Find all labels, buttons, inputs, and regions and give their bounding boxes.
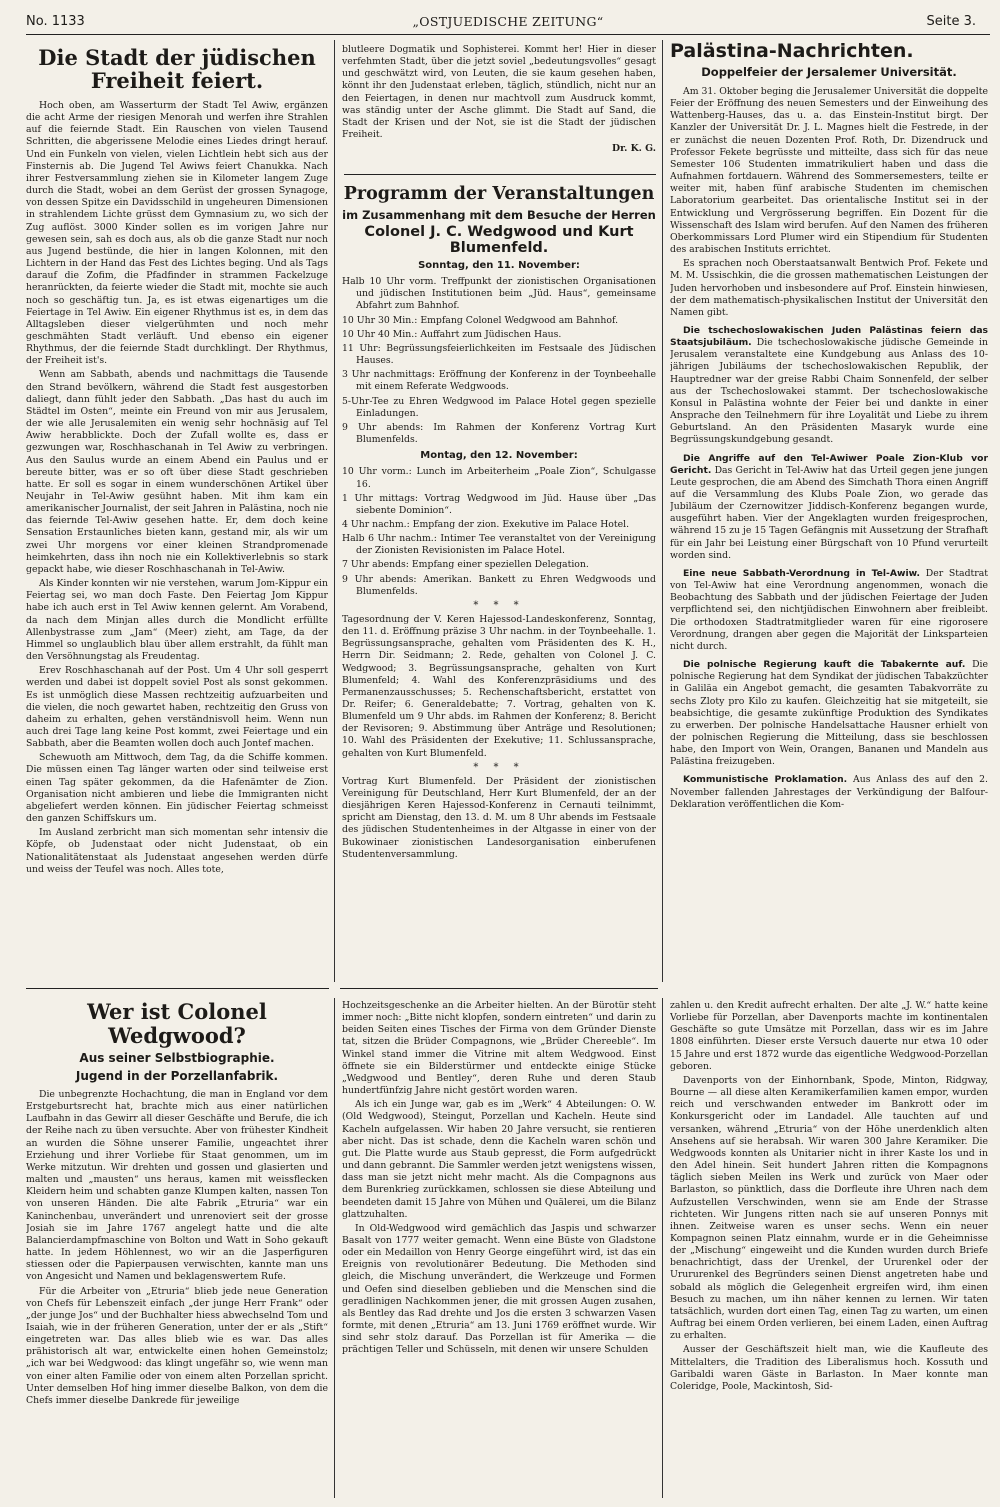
event-item: 10 Uhr 40 Min.: Auffahrt zum Jüdischen Haus. [342, 328, 562, 340]
column-rule [662, 40, 663, 982]
palaestina-subtitle: Doppelfeier der Jersalemer Universität. [701, 65, 957, 79]
event-item: 9 Uhr abends: Amerikan. Bankett zu Ehren Wedgwoods und Blumenfelds. [342, 573, 656, 597]
author-signature: Dr. K. G. [612, 143, 656, 155]
article-paragraph: blutleere Dogmatik und Sophisterei. Kommt her! Hier in dieser verfehmten Stadt, über die jetzt soviel „bedeutungsvolles“ gesagt und geschwätzt wird, von Leuten, die sie kaum gesehen haben, könnt ihr den Judenstaat erleben, täglich, stündlich, nicht nur an den Feiertagen, in denen nur machtvoll zum Ausdruck kommt, was ständig unter der Asche glimmt. Die Stadt auf Sand, die Stadt der Krisen und der Not, sie ist die Stadt der jüdischen Freiheit. [342, 44, 656, 141]
news-item-text: Das Gericht in Tel-Awiw hat das Urteil gegen jene jungen Leute gesprochen, die am Abend des Simchath Thora einen Angriff auf die Versammlung des Klubs Poale Zion, wo gerade das Jubiläum der Czernowitzer Jiddisch-Konferenz begangen wurde, ausgeführt haben. Vier der Angeklagten wurden freigesprochen, während 15 zu je 15 Tagen Gefängnis mit Aussetzung der Strafhaft für ein Jahr bei Leistung einer Bürgschaft von 10 Pfund verurteilt worden sind. [670, 464, 988, 561]
wedgwood-title: Wer ist Colonel Wedgwood? [87, 1000, 267, 1048]
column-rule [334, 40, 335, 982]
article-paragraph: Die unbegrenzte Hochachtung, die man in England vor dem Erstgeburtsrecht hat, brachte mich aus einer natürlichen Laufbahn in das Gewirr all dieser Geschäfte und Berufe, die ich der Reihe nach zu üben versuchte. Aber von frühester Kindheit an wurden die Söhne unserer Familie, ungeachtet ihrer Erziehung und ihrer Vorliebe für Staat genommen, um im Werke mitzutun. Wir drehten und gossen und glasierten und malten und „mausten“ uns heraus, kamen mit weissflecken Kleidern heim und schabten ganze Klumpen kalten, nassen Ton von unseren Händen. Die alte Fabrik „Etruria“ war ein Kaninchenbau, unverändert und unrenoviert seit der grosse Josiah sie im Jahre 1767 angelegt hatte und die alte Balancierdampfmaschine von Bolton und Watt in Soho gekauft hatte. In jedem Höhlennest, wo wir an die Jasperfiguren stiessen oder die Papierpausen verwischten, kannte man uns von Angesicht und Namen und beklagenswertem Rufe. [26, 1089, 328, 1283]
article-paragraph: Schewuoth am Mittwoch, dem Tag, da die Schiffe kommen. Die müssen einen Tag länger warten oder sind teilweise erst einen Tag später gekommen, da die Hafenämter de Zion. Organisation nicht ambieren und liebe die Immigranten nicht abgeliefert werden können. Ein jüdischer Feiertag schmeisst den ganzen Schiffskurs um. [26, 752, 328, 825]
news-item-text: Die tschechoslowakische jüdische Gemeinde in Jerusalem veranstaltete eine Kundgebung aus Anlass des 10-jährigen Jubiläums der tschechoslowakischen Republik, der Hauptredner war der greise Rabbi Chaim Sonnenfeld, der selber aus der Tschechoslowakei stammt. Der tschechoslowakische Konsul in Palästina wohnte der Feier bei und dankte in einer Ansprache den Teilnehmern für ihre Loyalität und Liebe zu ihrem Geburtsland. An den Präsidenten Masaryk wurde eine Begrüssungskundgebung gesandt. [670, 337, 988, 446]
vortrag-paragraph: Vortrag Kurt Blumenfeld. Der Präsident der zionistischen Vereinigung für Deutschland, Herr Kurt Blumenfeld, der an der diesjährigen Keren Hajessod-Konferenz in Cernauti teilnimmt, spricht am Dienstag, den 13. d. M. um 8 Uhr abends im Festsaale des jüdischen Studentenheimes in der Altgasse in einer von der Bukowinaer zionistischen Landesorganisation einberufenen Studentenversammlung. [342, 775, 656, 860]
news-item [670, 774, 988, 810]
event-item: Halb 10 Uhr vorm. Treffpunkt der zionistischen Organisationen und jüdischen Institutionen beim „Jüd. Haus“, gemeinsame Abfahrt zum Bahnhof. [342, 276, 656, 312]
page-header [26, 10, 990, 36]
news-item [670, 568, 988, 653]
event-item: 3 Uhr nachmittags: Eröffnung der Konferenz in der Toynbeehalle mit einem Referate Wedgwoods. [342, 369, 656, 393]
article-paragraph: zahlen u. den Kredit aufrecht erhalten. Der alte „J. W.“ hatte keine Vorliebe für Porzellan, aber Davenports machte im kontinentalen Geschäfte so gute Umsätze mit Porzellan, dass wir es im Jahre 1808 einführten. Dieser erste Versuch dauerte nur etwa 10 oder 15 Jahre und erst 1872 wurde das eigentliche Wedgwood-Porzellan geboren. [670, 1000, 988, 1072]
news-item-heading: Die tschechoslowakischen Juden Palästinas feiern das Staatsjubiläum. [670, 324, 988, 349]
article-paragraph: Erev Roschhaschanah auf der Post. Um 4 Uhr soll gesperrt werden und dabei ist doppelt soviel Post als sonst gekommen. Es ist unmöglich diese Massen rechtzeitig aufzuarbeiten und die vielen, die noch gewartet haben, rechtzeitig den Gruss von daheim zu erhalten, gehen verständnisvoll heim. Wenn nun auch drei Tage lang keine Post kommt, zwei Feiertage und ein Sabbath, aber die Beamten wollen doch auch Jontef machen. [26, 665, 328, 750]
column-rule [334, 998, 335, 1498]
programm-names: Colonel J. C. Wedgwood und Kurt Blumenfeld. [364, 224, 634, 256]
news-item-text: Die polnische Regierung hat dem Syndikat der jüdischen Tabakzüchter in Galiläa ein Angebot gemacht, die gesamten Tabakvorräte zu sechs Zloty pro Kilo zu kaufen. Gleichzeitig hat sie mitgeteilt, sie beabsichtige, die gesamte zukünftige Produktion des Syndikates zu erwerben. Der polnische Handelsattache Hausner erhielt von der polnischen Regierung die Mitteilung, dass sie beschlossen habe, den Import von Wein, Orangen, Bananen und Mandeln aus Palästina freizugeben. [670, 659, 988, 768]
article-programm [342, 178, 656, 984]
news-item-heading: Die Angriffe auf den Tel-Awiwer Poale Zion-Klub vor Gericht. [670, 452, 988, 476]
article-paragraph: Es sprachen noch Oberstaatsanwalt Bentwich Prof. Fekete und M. M. Ussischkin, die die grossen mathematischen Leistungen der Juden hervorhoben und insbesondere auf Prof. Einstein hinwiesen, der dem mathematisch-physikalischen Institut der Universität den Namen gibt. [670, 258, 988, 318]
article-stadt-title: Die Stadt der jüdischen Freiheit feiert. [38, 45, 316, 93]
programm-subtitle: im Zusammenhang mit dem Besuche der Herren [342, 208, 656, 222]
section-rule [26, 988, 329, 989]
news-item [670, 453, 988, 562]
article-paragraph: Hochzeitsgeschenke an die Arbeiter hielten. An der Bürotür steht immer noch: „Bitte nicht klopfen, sondern eintreten“ und darin zu beiden Seiten eines Tisches der Firma von dem Gründer Dienste tat, sitzen die Brüder Compagnons, wie „Brüder Chereeble“. Im Winkel stand immer die Vitrine mit altem Wedgwood. Einst öffnete sie ein Bilderstürmer und entdeckte einige Stücke „Wedgwood und Bentley“, deren Ruhe und deren Staub hundertfünfzig Jahre nicht gestört worden waren. [342, 1000, 656, 1097]
header-rule [26, 34, 990, 35]
article-paragraph: In Old-Wedgwood wird gemächlich das Jaspis und schwarzer Basalt von 1777 weiter gemacht. Wenn eine Büste von Gladstone oder ein Medaillon von Henry George eingeführt wird, ist das ein Ereignis von revolutionärer Bedeutung. Die Methoden sind gleich, die Mischung unverändert, die Werkzeuge und Formen und Oefen sind dieselben geblieben und die Menschen sind die geradlinigen Nachkommen jener, die mit grossen Augen zusahen, als Bentley das Rad drehte und Jos die ersten 3 schwarzen Vasen formte, mit denen „Etruria“ am 13. Juni 1769 eröffnet wurde. Wir sind sehr stolz darauf. Das Porzellan ist für Amerika — die prächtigen Teller und Schüsseln, mit denen wir unsere Schulden [342, 1222, 656, 1356]
programm-title: Programm der Veranstaltungen [343, 184, 655, 204]
article-palaestina [670, 40, 988, 986]
article-paragraph: Wenn am Sabbath, abends und nachmittags die Tausende den Strand bevölkern, während die Stadt fest ausgestorben daliegt, dann fühlt jeder den Sabbath. „Das hast du auch im Städtel im Osten“, meinte ein Freund von mir aus Jerusalem, der wie alle Jerusalemiten ein wenig sehr hochnäsig auf Tel Awiw herabblickte. Doch der Zufall wollte es, dass er gezwungen war, Roschhaschanah in Tel Awiw zu verbringen. Aus den Saulus wurde an einem Abend ein Paulus und er bereute bitter, was er so oft über diese Stadt geschrieben hatte. Er soll es sogar in einem wunderschönen Artikel über Neujahr in Tel-Awiw gesühnt haben. Mit ihm kam ein amerikanischer Journalist, der seit Jahren in Palästina, noch nie das feiernde Tel-Awiw gesehen hatte. Er, dem doch keine Sensation Erstaunliches bieten kann, gestand mir, als wir um zwei Uhr morgens vor einer kleinen Strandpromenade heimkehrten, dass ihn noch nie ein Kollektiverlebnis so stark gepackt habe, wie dieser Roschhaschanah in Tel-Awiw. [26, 369, 328, 575]
article-paragraph: Ausser der Geschäftszeit hielt man, wie die Kaufleute des Mittelalters, die Tradition des Liberalismus hoch. Kossuth und Garibaldi waren Gäste in Barlaston. In Maer konnte man Coleridge, Poole, Mackintosh, Sid- [670, 1344, 988, 1392]
palaestina-title: Palästina-Nachrichten. [670, 40, 914, 62]
page-number: Seite 3. [926, 14, 976, 29]
issue-number: No. 1133 [26, 14, 85, 29]
event-item: 4 Uhr nachm.: Empfang der zion. Exekutive im Palace Hotel. [342, 518, 630, 530]
event-item: Halb 6 Uhr nachm.: Intimer Tee veranstaltet von der Vereinigung der Zionisten Revisionisten im Palace Hotel. [342, 533, 656, 557]
section-separator: * * * [473, 761, 525, 773]
article-paragraph: Hoch oben, am Wasserturm der Stadt Tel Awiw, ergänzen die acht Arme der riesigen Menorah und werfen ihre Strahlen auf die feiernde Stadt. Ein Rauschen von vielen Tausend Schritten, die abgerissene Melodie eines Liedes dringt herauf. Und ein Funkeln von vielen, vielen Lichtlein hebt sich aus der Finsternis ab. Die Jugend Tel Awiws feiert Chanukka. Nach ihrer Festversammlung ziehen sie in Kilometer langem Zuge durch die Stadt, wobei an dem Gerüst der grossen Synagoge, von dessen Spitze ein Davidsschild in ungeheuren Dimensionen in strahlendem Lichte grüsst dem Gymnasium zu, wo sich der Zug auflöst. 3000 Kinder sollen es im vorigen Jahre nur gewesen sein, sah es doch aus, als ob die ganze Stadt nur noch aus Jugend bestünde, die hier in langen Kolonnen, mit den Lichtern in der Hand das Fest des Lichtes beging. Und als Tags darauf die Zofim, die Pfadfinder in strammen Fackelzuge heranrückten, da feierte wieder die Stadt mit, mochte sie auch noch so geschäftig tun. Ja, es ist etwas eigenartiges um die Feiertage in Tel Awiw. Ein eigener Rhythmus ist es, in dem das Alltagsleben dieser vielgerühmten und noch mehr geschmähten Stadt verläuft. Und ebenso ein eigener Rhythmus, der die feiernde Stadt durchklingt. Der Rhythmus, der Freiheit ist's. [26, 100, 328, 367]
article-paragraph: Am 31. Oktober beging die Jerusalemer Universität die doppelte Feier der Eröffnung des neuen Semesters und der Einweihung des Wattenberg-Hauses, das u. a. das Einstein-Institut birgt. Der Kanzler der Universität Dr. J. L. Magnes hielt die Festrede, in der er zunächst die neuen Dozenten Prof. Roth, Dr. Dizendruck und Professor Fekete begrüsste und mitteilte, dass sich für das neue Semester 106 Studenten immatrikuliert haben und dass die Aufnahmen fortdauern. Während des Sommersemesters, teilte er weiter mit, haben fünf arabische Studenten im chemischen Laboratorium gearbeitet. Das orientalische Institut sei in der Entwicklung und Vergrösserung begriffen. Ein Dozent für die Wissenschaft des Islam wird berufen. Auf den Namen des früheren Oberkommissars Lord Plumer wird ein Stipendium für Studenten des arabischen Instituts errichtet. [670, 86, 988, 256]
wedgwood-subtitle-2: Jugend in der Porzellanfabrik. [75, 1069, 279, 1083]
column-rule [662, 998, 663, 1498]
event-item: 10 Uhr vorm.: Lunch im Arbeiterheim „Poale Zion“, Schulgasse 16. [342, 466, 656, 490]
tagesordnung-paragraph: Tagesordnung der V. Keren Hajessod-Landeskonferenz, Sonntag, den 11. d. Eröffnung präzise 3 Uhr nachm. in der Toynbeehalle. 1. Begrüssungsansprache, gehalten vom Präsidenten des K. H., Herrn Dir. Seidmann; 2. Rede, gehalten von Colonel J. C. Wedgwood; 3. Begrüssungsansprache, gehalten von Kurt Blumenfeld; 4. Wahl des Konferenzpräsidiums und des Permanenzausschusses; 5. Rechenschaftsbericht, erstattet von Dr. Reifer; 6. Generaldebatte; 7. Vortrag, gehalten von K. Blumenfeld um 9 Uhr abds. im Rahmen der Konferenz; 8. Bericht der Revisoren; 9. Abstimmung über Anträge und Resolutionen; 10. Wahl des Präsidenten der Exekutive; 11. Schlussansprache, gehalten von Kurt Blumenfeld. [342, 613, 656, 759]
event-item: 9 Uhr abends: Im Rahmen der Konferenz Vortrag Kurt Blumenfelds. [342, 421, 656, 446]
news-item [670, 325, 988, 447]
article-paragraph: Für die Arbeiter von „Etruria“ blieb jede neue Generation von Chefs für Lebenszeit einfach „der junge Herr Frank“ oder „der junge Jos“ und der Buchhalter hiess abwechselnd Tom und Isaiah, wie in der früheren Generation, unter der er als „Stift“ eingetreten war. Das alles blieb wie es war. Das alles prähistorisch alt war, entwickelte einen hohen Gemeinstolz; „ich war bei Wedgwood: das klingt ungefähr so, wie wenn man von einer alten Familie oder von einem alten Porzellan spricht. Unter demselben Hof hing immer dieselbe Balkon, von dem die Chefs immer dieselbe Dankrede für jeweilige [26, 1285, 328, 1406]
news-item-text: Der Stadtrat von Tel-Awiw hat eine Verordnung angenommen, wonach die Beobachtung des Sabbath und der jüdischen Feiertage der Juden verpflichtend sei, den nichtjüdischen Einwohnern aber freibleibt. Die orthodoxen Stadtratmitglieder waren für eine rigorosere Verordnung, drangen aber gegen die Majorität der Linksparteien nicht durch. [670, 567, 988, 652]
day-heading: Montag, den 12. November: [420, 450, 578, 462]
article-wedgwood-col1 [26, 1000, 328, 1500]
article-wedgwood-col3 [670, 1000, 988, 1500]
section-separator: * * * [473, 599, 525, 611]
event-item: 11 Uhr: Begrüssungsfeierlichkeiten im Festsaale des Jüdischen Hauses. [342, 342, 656, 367]
article-paragraph: Als Kinder konnten wir nie verstehen, warum Jom-Kippur ein Feiertag sei, wo man doch Faste. Den Feiertag Jom Kippur habe ich auch erst in Tel Awiw kennen gelernt. Am Vorabend, da nach dem Minjan alles durch die Mondlicht erfüllte Allenbystrasse zum „Jam“ (Meer) zieht, am Tage, da der Himmel so unglaublich blau über allem erstrahlt, da fühlt man den Versöhnungstag als Freudentag. [26, 578, 328, 663]
event-item: 1 Uhr mittags: Vortrag Wedgwood im Jüd. Hause über „Das siebente Dominion“. [342, 492, 656, 516]
article-wedgwood-col2 [342, 1000, 656, 1500]
event-item: 5-Uhr-Tee zu Ehren Wedgwood im Palace Hotel gegen spezielle Einladungen. [342, 395, 656, 419]
newspaper-title: „OSTJUEDISCHE ZEITUNG“ [412, 14, 604, 29]
news-item-text: Aus Anlass des auf den 2. November fallenden Jahrestages der Verkündigung der Balfour-Deklaration veröffentlichen die Kom- [670, 774, 988, 810]
section-rule [344, 174, 656, 175]
article-stadt [26, 44, 328, 986]
article-paragraph: Im Ausland zerbricht man sich momentan sehr intensiv die Köpfe, ob Judenstaat oder nicht Judenstaat, ob ein Nationalitätenstaat als Judenstaat angesehen werden dürfe und weiss der Teufel was noch. Alles tote, [26, 827, 328, 875]
wedgwood-subtitle: Aus seiner Selbstbiographie. [79, 1051, 275, 1065]
section-rule [340, 988, 658, 989]
article-stadt-continued [342, 44, 656, 172]
news-item-heading: Die polnische Regierung kauft die Tabakernte auf. [683, 659, 966, 671]
article-paragraph: Davenports von der Einhornbank, Spode, Minton, Ridgway, Bourne — all diese alten Keramikerfamilien kamen empor, wurden reich und verschwanden entweder im Bankrott oder im Konkursgericht oder im Landadel. Alle tauchten auf und versanken, während „Etruria“ von der Höhe unerdenklich alten Ansehens auf sie herabsah. Wir waren 300 Jahre Keramiker. Die Wedgwoods konnten als Unitarier nicht in ihrer Kaste los und in den Adel hinein. Seit hundert Jahren ritten die Kompagnons täglich sieben Meilen ins Werk und zurück von Maer oder Barlaston, so pünktlich, dass die Dorfleute ihre Uhren nach dem Aufzustellen Verschwinden, wenn sie am Ende der Strasse richteten. Wir Jungens ritten nach sie auf unseren Ponnys mit ihnen. Zeitweise waren es unser sechs. Wenn ein neuer Kompagnon seinen Platz einnahm, wurde er in die Geheimnisse der „Mischung“ eingeweiht und die Kunden wurden durch Briefe benachrichtigt, dass der Urenkel, der Ururenkel oder der Urururenkel des Begründers seinen Dienst angetreten habe und sobald als möglich die Gelegenheit ergreifen wird, ihm einen Besuch zu machen, um ihn näher kennen zu lernen. Wir taten tatsächlich, wurden dort einen Tag, einen Tag zu warten, um einen Auftrag bei einem Orden verlieren, bei einem Laden, einen Auftrag zu erhalten. [670, 1074, 988, 1342]
news-item [670, 659, 988, 768]
news-item-heading: Kommunistische Proklamation. [683, 774, 848, 786]
news-item-heading: Eine neue Sabbath-Verordnung in Tel-Awiw. [683, 567, 921, 579]
article-paragraph: Als ich ein Junge war, gab es im „Werk“ 4 Abteilungen: O. W. (Old Wedgwood), Steingut, Porzellan und Kacheln. Heute sind Kacheln aufgelassen. Wir haben 20 Jahre versucht, sie rentieren aber nicht. Das ist schade, denn die Kacheln waren schön und gut. Die Platte wurde aus Staub gepresst, die Form aufgedrückt und dann gebrannt. Die Sammler werden jetzt wenigstens wissen, dass man sie jetzt nicht mehr macht. Als die Compagnons aus dem Burenkrieg zurückkamen, schlossen sie diese Abteilung und beendeten damit 15 Jahre von Mühen und Quälerei, um die Bilanz glattzuhalten. [342, 1099, 656, 1220]
event-item: 10 Uhr 30 Min.: Empfang Colonel Wedgwood am Bahnhof. [342, 314, 619, 326]
event-item: 7 Uhr abends: Empfang einer speziellen Delegation. [342, 559, 589, 571]
day-heading: Sonntag, den 11. November: [418, 260, 580, 271]
